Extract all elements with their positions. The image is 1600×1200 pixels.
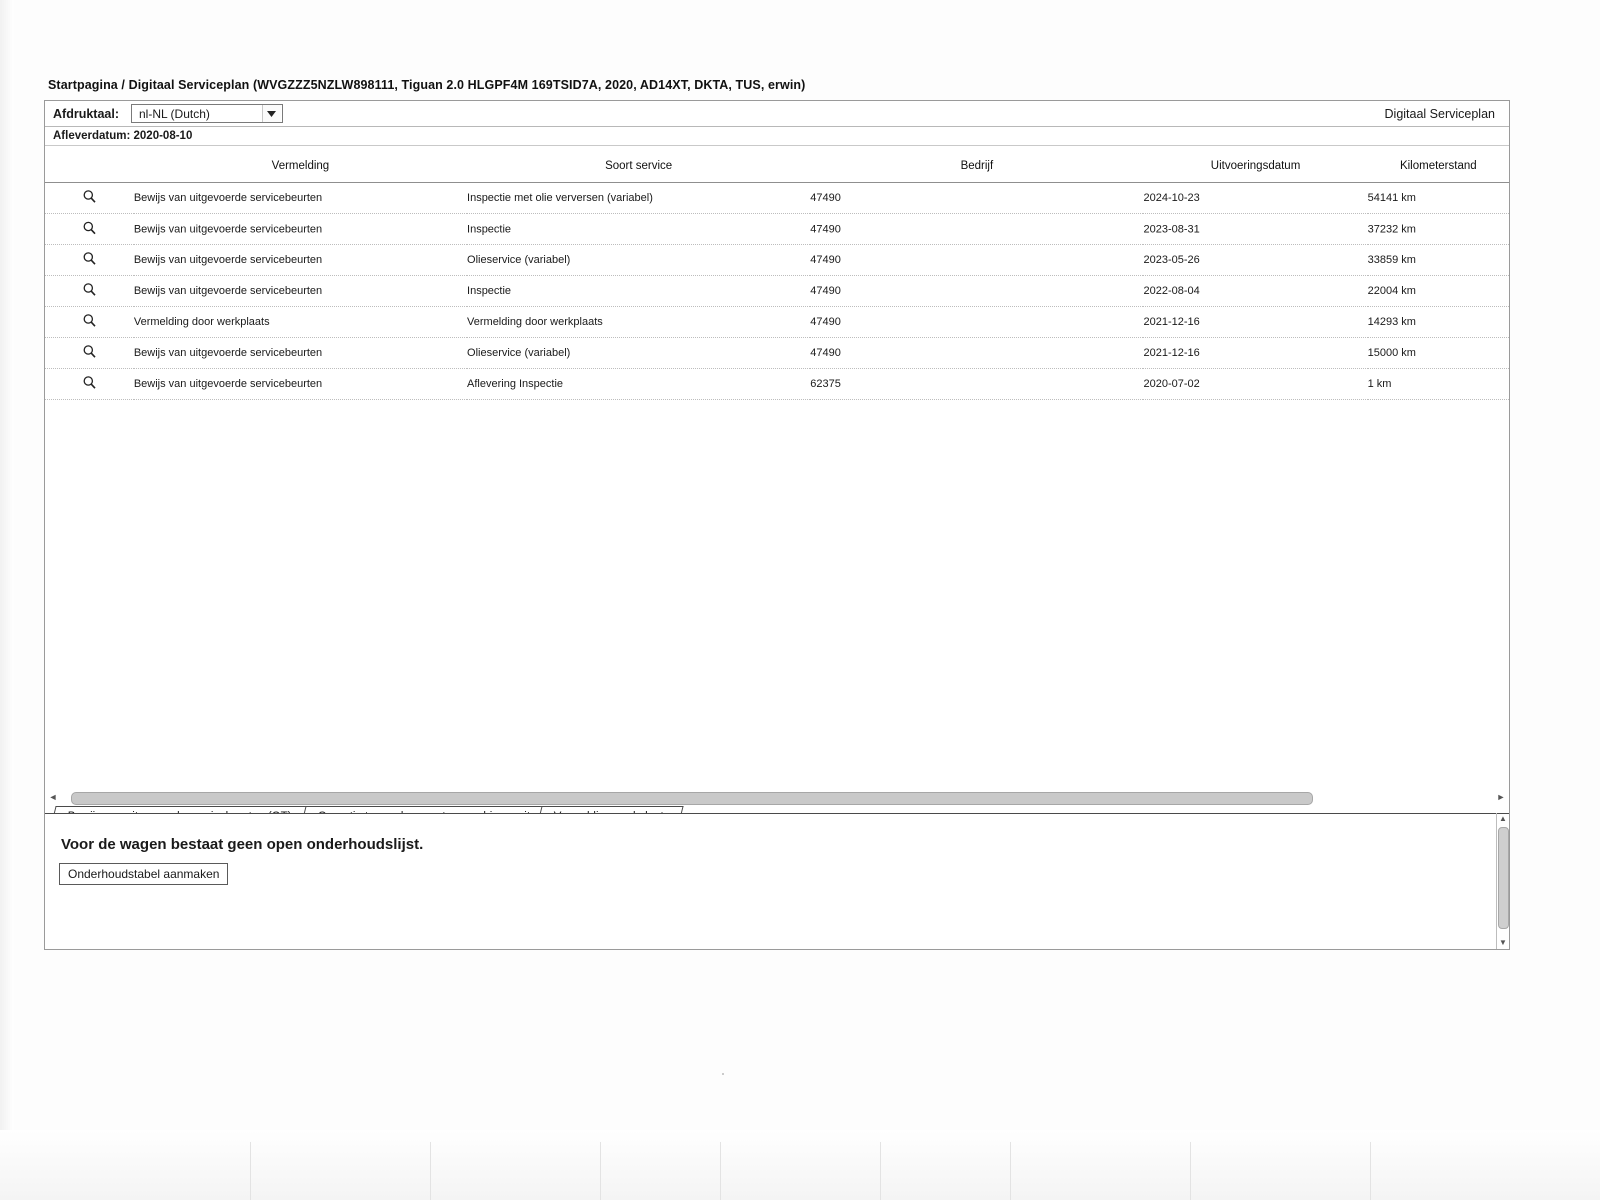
search-icon[interactable] [82,375,97,390]
horizontal-scrollbar[interactable] [45,788,1509,806]
scroll-right-arrow-icon[interactable]: ► [1496,792,1506,802]
cell-soort-service: Inspectie [467,276,810,307]
table-body [45,183,1509,400]
delivery-date-label: Afleverdatum: 2020-08-10 [53,130,193,142]
row-search-icon-cell[interactable] [45,369,134,400]
column-header-vermelding[interactable]: Vermelding [134,146,467,183]
cell-vermelding: Bewijs van uitgevoerde servicebeurten [134,214,467,245]
vertical-scroll-thumb[interactable] [1498,827,1509,929]
cell-kilometerstand: 15000 km [1368,338,1509,369]
print-language-select[interactable] [131,104,283,123]
cell-soort-service: Vermelding door werkplaats [467,307,810,338]
cell-bedrijf: 47490 [810,307,1143,338]
cell-soort-service: Inspectie [467,214,810,245]
cell-kilometerstand: 54141 km [1368,183,1509,214]
table-row[interactable] [45,338,1509,369]
cell-kilometerstand: 1 km [1368,369,1509,400]
column-header-kilometerstand[interactable]: Kilometerstand [1368,146,1509,183]
search-icon[interactable] [82,344,97,359]
column-header-soort-service[interactable]: Soort service [467,146,810,183]
row-search-icon-cell[interactable] [45,307,134,338]
horizontal-scroll-track[interactable] [63,792,1491,803]
print-language-label: Afdruktaal: [53,106,119,121]
cell-uitvoeringsdatum: 2022-08-04 [1143,276,1367,307]
vertical-scrollbar[interactable] [1496,813,1509,949]
cell-kilometerstand: 14293 km [1368,307,1509,338]
cell-bedrijf: 47490 [810,214,1143,245]
cell-bedrijf: 47490 [810,183,1143,214]
service-table-area [45,146,1509,806]
search-icon[interactable] [82,282,97,297]
row-search-icon-cell[interactable] [45,338,134,369]
no-open-maintenance-message: Voor de wagen bestaat geen open onderhoudslijst. [61,836,424,853]
search-icon[interactable] [82,251,97,266]
create-maintenance-table-button[interactable]: Onderhoudstabel aanmaken [59,863,228,885]
horizontal-scroll-thumb[interactable] [71,792,1313,805]
cell-uitvoeringsdatum: 2024-10-23 [1143,183,1367,214]
service-table [45,146,1509,400]
cell-vermelding: Bewijs van uitgevoerde servicebeurten [134,245,467,276]
column-header-uitvoeringsdatum[interactable]: Uitvoeringsdatum [1143,146,1367,183]
cell-soort-service: Aflevering Inspectie [467,369,810,400]
cell-bedrijf: 47490 [810,338,1143,369]
cell-bedrijf: 62375 [810,369,1143,400]
cell-uitvoeringsdatum: 2023-05-26 [1143,245,1367,276]
row-search-icon-cell[interactable] [45,276,134,307]
print-language-value: nl-NL (Dutch) [138,106,210,121]
scroll-up-arrow-icon[interactable]: ▲ [1499,814,1507,823]
cell-vermelding: Bewijs van uitgevoerde servicebeurten [134,338,467,369]
cell-uitvoeringsdatum: 2020-07-02 [1143,369,1367,400]
search-icon[interactable] [82,221,97,236]
table-row[interactable] [45,183,1509,214]
row-search-icon-cell[interactable] [45,245,134,276]
table-header [45,146,1509,183]
cell-vermelding: Bewijs van uitgevoerde servicebeurten [134,183,467,214]
toolbar [45,101,1509,127]
row-search-icon-cell[interactable] [45,183,134,214]
maintenance-pane [45,813,1509,949]
table-header-row [45,146,1509,183]
table-row[interactable] [45,245,1509,276]
cell-soort-service: Inspectie met olie verversen (variabel) [467,183,810,214]
scan-speck [722,1073,724,1075]
cell-vermelding: Vermelding door werkplaats [134,307,467,338]
cell-kilometerstand: 22004 km [1368,276,1509,307]
chevron-down-icon[interactable] [262,105,281,122]
cell-soort-service: Olieservice (variabel) [467,338,810,369]
cell-soort-service: Olieservice (variabel) [467,245,810,276]
search-icon[interactable] [82,189,97,204]
delivery-date-bar [45,127,1509,146]
cell-vermelding: Bewijs van uitgevoerde servicebeurten [134,369,467,400]
breadcrumb: Startpagina / Digitaal Serviceplan (WVGZZZ5NZLW898111, Tiguan 2.0 HLGPF4M 169TSID7A, 2020, AD14XT, DKTA, TUS, erwin) [48,78,806,92]
scan-edge-left [0,0,14,1200]
cell-kilometerstand: 33859 km [1368,245,1509,276]
search-icon[interactable] [82,313,97,328]
scroll-left-arrow-icon[interactable]: ◄ [48,792,58,802]
scroll-down-arrow-icon[interactable]: ▼ [1499,938,1507,947]
column-header-icon [45,146,134,183]
table-row[interactable] [45,276,1509,307]
cell-uitvoeringsdatum: 2021-12-16 [1143,338,1367,369]
cell-uitvoeringsdatum: 2023-08-31 [1143,214,1367,245]
cell-bedrijf: 47490 [810,276,1143,307]
app-title: Digitaal Serviceplan [1384,106,1495,121]
cell-kilometerstand: 37232 km [1368,214,1509,245]
cell-bedrijf: 47490 [810,245,1143,276]
table-row[interactable] [45,307,1509,338]
table-row[interactable] [45,214,1509,245]
scan-ticks [0,1142,1600,1200]
cell-uitvoeringsdatum: 2021-12-16 [1143,307,1367,338]
row-search-icon-cell[interactable] [45,214,134,245]
application-window [44,100,1510,950]
cell-vermelding: Bewijs van uitgevoerde servicebeurten [134,276,467,307]
table-row[interactable] [45,369,1509,400]
column-header-bedrijf[interactable]: Bedrijf [810,146,1143,183]
